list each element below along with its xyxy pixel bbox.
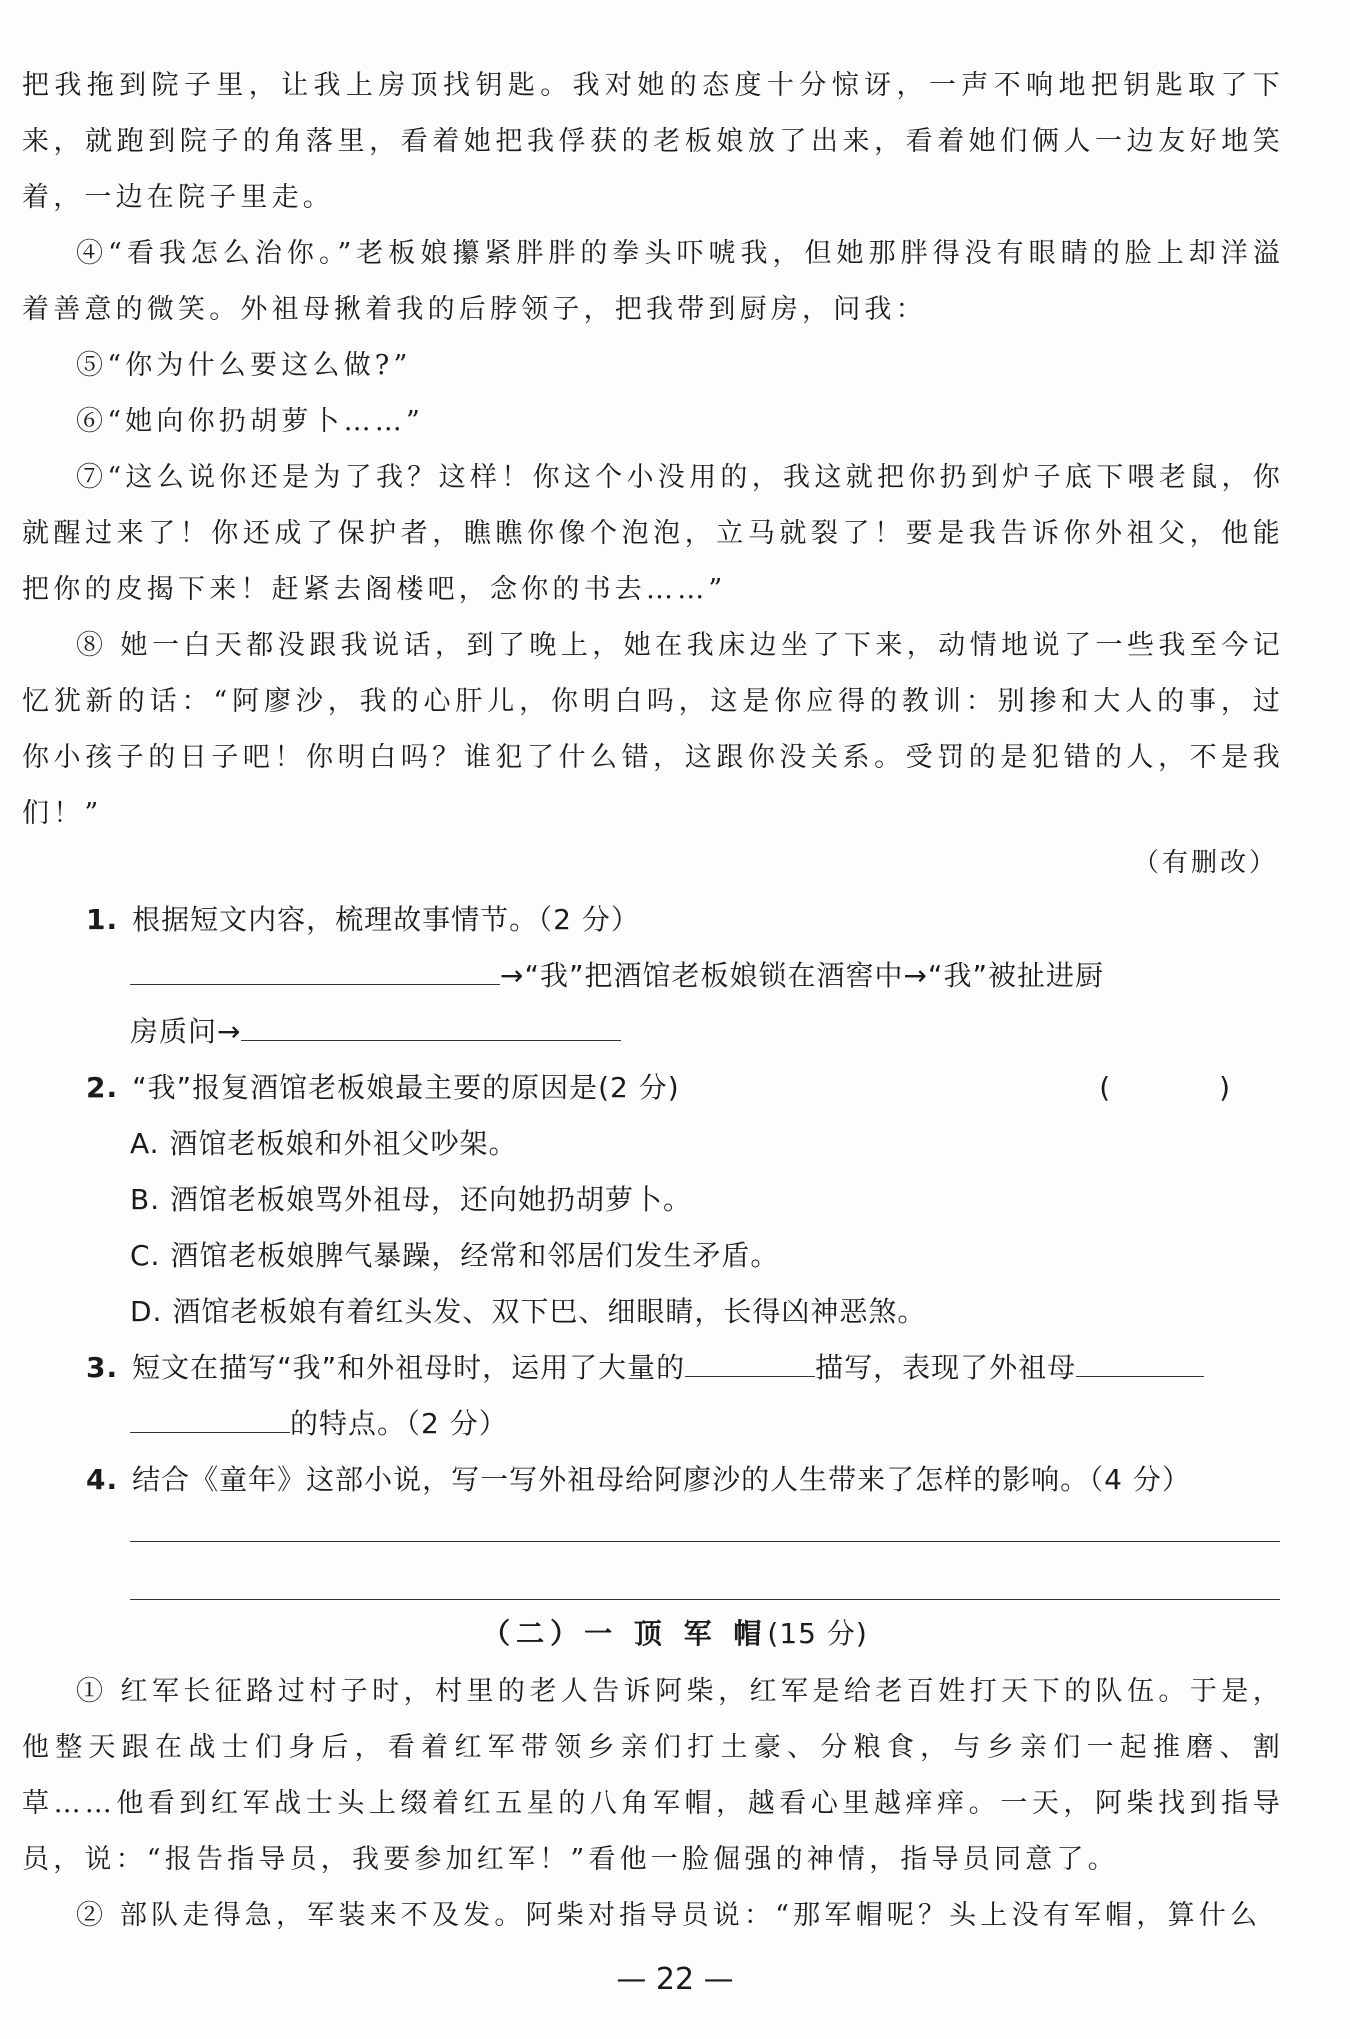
- question-3-line-2: [130, 1396, 1280, 1452]
- option-b[interactable]: B. 酒馆老板娘骂外祖母，还向她扔胡萝卜。: [130, 1183, 693, 1216]
- question-text: 房质问→: [130, 1015, 242, 1048]
- question-number: 2.: [86, 1071, 119, 1104]
- question-text: 描写，表现了外祖母: [815, 1351, 1077, 1384]
- answer-blank[interactable]: [685, 1375, 815, 1377]
- question-text: →“我”把酒馆老板娘锁在酒窖中→“我”被扯进厨: [500, 959, 1104, 992]
- paragraph-2: ② 部队走得急，军装来不及发。阿柴对指导员说：“那军帽呢？头上没有军帽，算什么: [76, 1900, 1262, 1931]
- question-number: 3.: [86, 1351, 119, 1384]
- answer-parenthesis[interactable]: ( ): [1099, 1071, 1280, 1104]
- paragraph-5: ⑤“你为什么要这么做?”: [76, 350, 412, 381]
- answer-line[interactable]: [130, 1540, 1280, 1542]
- question-text: 短文在描写“我”和外祖母时，运用了大量的: [132, 1351, 686, 1384]
- question-number: 1.: [86, 903, 119, 936]
- option-c[interactable]: C. 酒馆老板娘脾气暴躁，经常和邻居们发生矛盾。: [130, 1239, 780, 1272]
- question-text: 根据短文内容，梳理故事情节。（2 分）: [132, 903, 640, 936]
- answer-line[interactable]: [130, 1598, 1280, 1600]
- page-number: — 22 —: [616, 1962, 734, 1997]
- answer-blank[interactable]: [130, 983, 500, 985]
- answer-blank[interactable]: [241, 1039, 621, 1041]
- option-d[interactable]: D. 酒馆老板娘有着红头发、双下巴、细眼睛，长得凶神恶煞。: [130, 1295, 927, 1328]
- question-number: 4.: [86, 1463, 119, 1496]
- paragraph-7: ⑦“这么说你还是为了我？这样！你这个小没用的，我这就把你扔到炉子底下喂老鼠，你就醒过来了！你还成了保护者，瞧瞧你像个泡泡，立马就裂了！要是我告诉你外祖父，他能把你的皮揭下来！赶紧去阁楼吧，念你的书去……”: [22, 462, 1284, 605]
- paragraph-1: ① 红军长征路过村子时，村里的老人告诉阿柴，红军是给老百姓打天下的队伍。于是，他整天跟在战士们身后，看着红军带领乡亲们打土豪、分粮食，与乡亲们一起推磨、割草……他看到红军战士头上缀着红五星的八角军帽，越看心里越痒痒。一天，阿柴找到指导员，说：“报告指导员，我要参加红军！”看他一脸倔强的神情，指导员同意了。: [22, 1676, 1284, 1875]
- source-note: （有删改）: [1132, 848, 1278, 878]
- paragraph-6: ⑥“她向你扔胡萝卜……”: [76, 406, 425, 437]
- question-1-line-3: [130, 1004, 1280, 1060]
- question-1: [86, 892, 1282, 948]
- answer-blank[interactable]: [130, 1431, 290, 1433]
- paragraph-4: ④“看我怎么治你。”老板娘攥紧胖胖的拳头吓唬我，但她那胖得没有眼睛的脸上却洋溢着善意的微笑。外祖母揪着我的后脖领子，把我带到厨房，问我：: [22, 238, 1284, 325]
- option-a[interactable]: A. 酒馆老板娘和外祖父吵架。: [130, 1127, 518, 1160]
- passage-one: [22, 58, 1284, 842]
- answer-blank[interactable]: [1076, 1375, 1204, 1377]
- paragraph-continued: 把我拖到院子里，让我上房顶找钥匙。我对她的态度十分惊讶，一声不响地把钥匙取了下来，就跑到院子的角落里，看着她把我俘获的老板娘放了出来，看着她们俩人一边友好地笑着，一边在院子里走。: [22, 70, 1284, 213]
- question-3: [86, 1340, 1282, 1396]
- question-4: [86, 1452, 1282, 1508]
- section-title-text: （二）一 顶 军 帽: [482, 1617, 768, 1650]
- paragraph-8: ⑧ 她一白天都没跟我说话，到了晚上，她在我床边坐了下来，动情地说了一些我至今记忆犹新的话：“阿廖沙，我的心肝儿，你明白吗，这是你应得的教训：别掺和大人的事，过你小孩子的日子吧！你明白吗？谁犯了什么错，这跟你没关系。受罚的是犯错的人，不是我们！”: [22, 630, 1284, 829]
- section-title: [0, 1612, 1350, 1652]
- question-text: “我”报复酒馆老板娘最主要的原因是(2 分): [132, 1071, 680, 1104]
- passage-two: [22, 1664, 1284, 1944]
- question-1-line-2: [130, 948, 1280, 1004]
- question-text: 结合《童年》这部小说，写一写外祖母给阿廖沙的人生带来了怎样的影响。（4 分）: [132, 1463, 1191, 1496]
- section-score: (15 分): [767, 1617, 868, 1650]
- question-text: 的特点。（2 分）: [290, 1407, 508, 1440]
